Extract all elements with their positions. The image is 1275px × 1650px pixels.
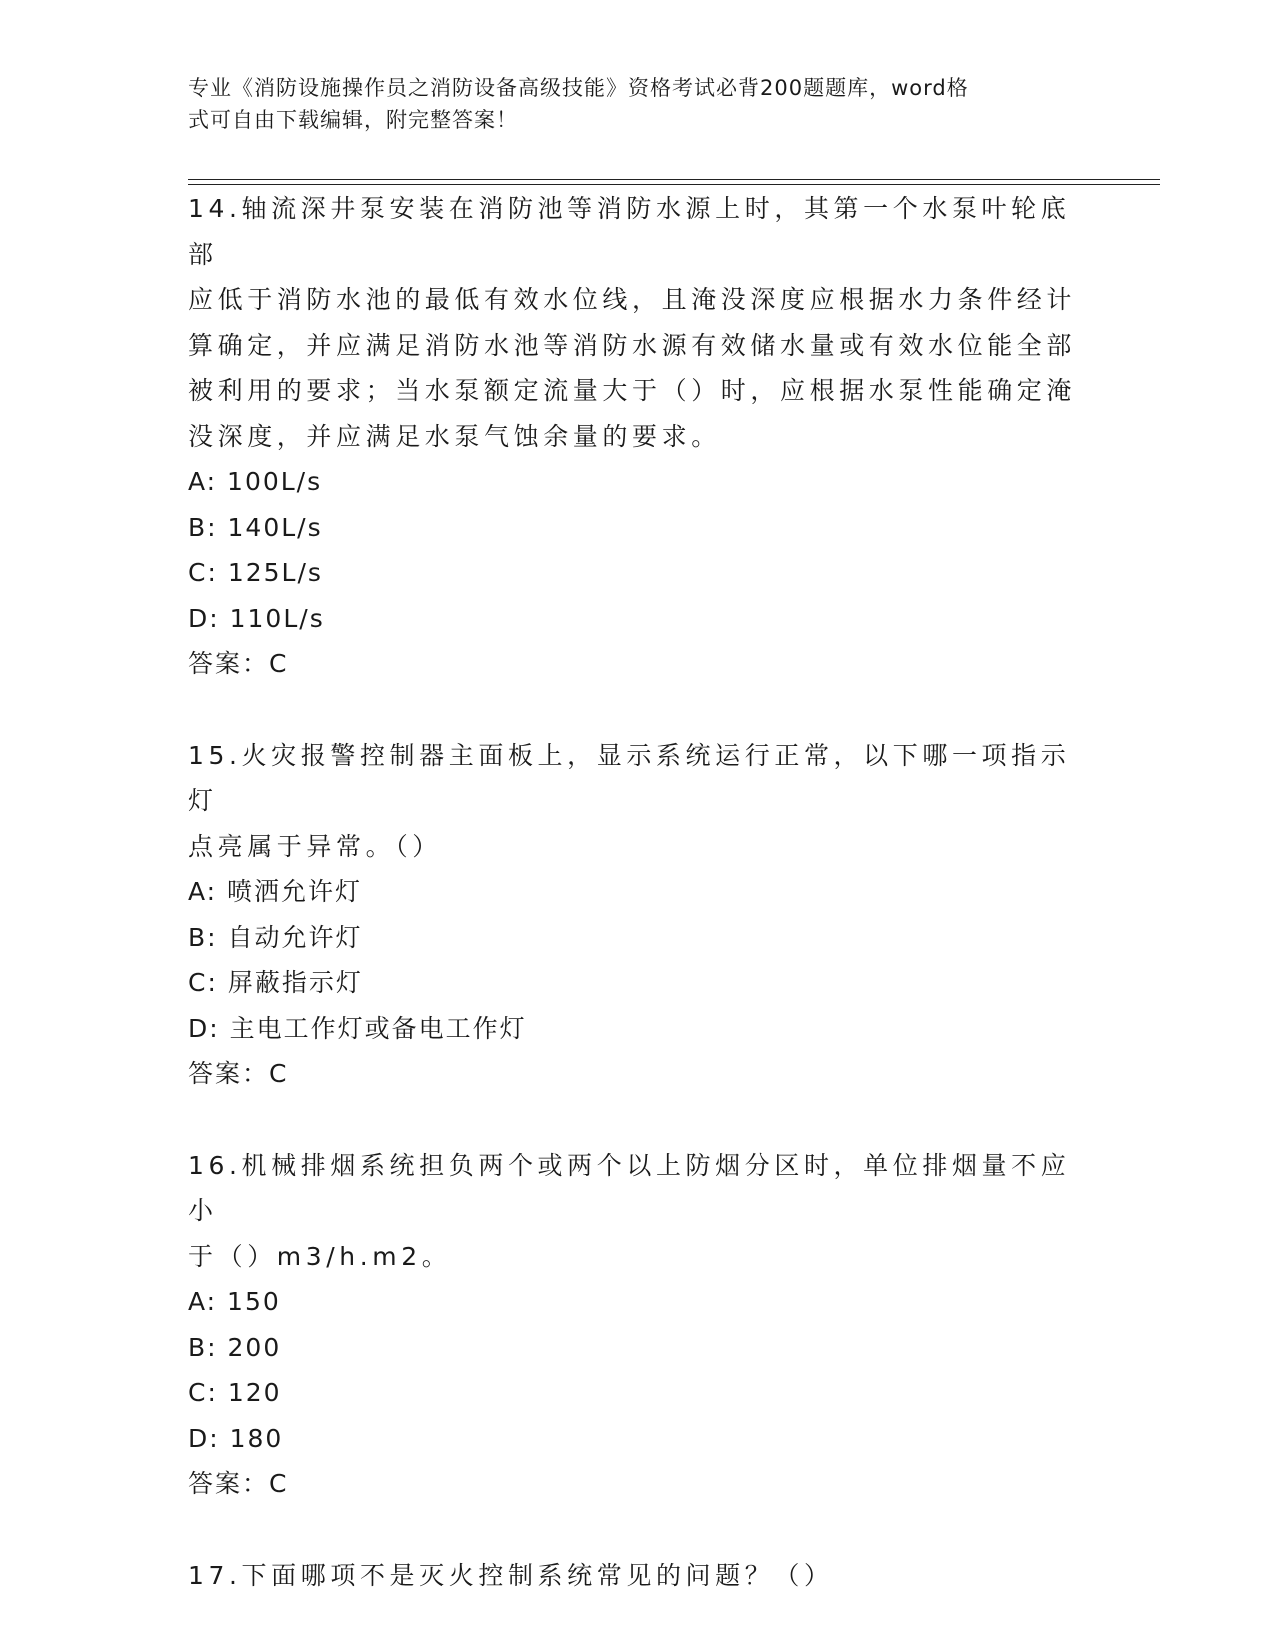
question-text-line: 点亮属于异常。（）	[188, 831, 442, 861]
option-c: C: 屏蔽指示灯	[188, 968, 363, 997]
option-d: D: 主电工作灯或备电工作灯	[188, 1013, 527, 1043]
option-c: C: 120	[188, 1378, 282, 1407]
question-spacer	[188, 1097, 1088, 1143]
header-divider-top	[188, 179, 1160, 180]
answer: 答案：C	[188, 1059, 289, 1088]
question-text-line: 15.火灾报警控制器主面板上，显示系统运行正常，以下哪一项指示灯	[188, 740, 1071, 815]
question-text-line: 14.轴流深井泵安装在消防池等消防水源上时，其第一个水泵叶轮底部	[188, 194, 1071, 269]
question-17	[188, 1553, 1088, 1599]
question-text-line: 算确定，并应满足消防水池等消防水源有效储水量或有效水位能全部	[188, 330, 1077, 360]
option-d: D: 180	[188, 1423, 284, 1453]
document-header	[188, 72, 1068, 136]
question-14	[188, 186, 1088, 687]
answer: 答案：C	[188, 649, 289, 678]
answer: 答案：C	[188, 1469, 289, 1498]
header-line-2: 式可自由下载编辑，附完整答案！	[188, 108, 518, 132]
question-text-line: 17.下面哪项不是灭火控制系统常见的问题？（）	[188, 1560, 834, 1590]
question-spacer	[188, 687, 1088, 733]
option-a: A: 100L/s	[188, 467, 323, 496]
option-b: B: 140L/s	[188, 512, 323, 542]
option-d: D: 110L/s	[188, 603, 325, 633]
question-text-line: 被利用的要求；当水泵额定流量大于（）时，应根据水泵性能确定淹	[188, 376, 1077, 405]
option-b: B: 自动允许灯	[188, 922, 363, 952]
question-15	[188, 733, 1088, 1097]
question-spacer	[188, 1507, 1088, 1553]
question-text-line: 16.机械排烟系统担负两个或两个以上防烟分区时，单位排烟量不应小	[188, 1150, 1071, 1225]
option-a: A: 150	[188, 1287, 281, 1316]
question-text-line: 于（）m3/h.m2。	[188, 1241, 452, 1271]
header-divider-bottom	[188, 184, 1160, 185]
question-text-line: 应低于消防水池的最低有效水位线，且淹没深度应根据水力条件经计	[188, 285, 1077, 314]
question-list	[188, 186, 1088, 1598]
question-text-line: 没深度，并应满足水泵气蚀余量的要求。	[188, 421, 721, 451]
option-b: B: 200	[188, 1332, 282, 1362]
question-16	[188, 1143, 1088, 1507]
header-line-1: 专业《消防设施操作员之消防设备高级技能》资格考试必背200题题库，word格	[188, 76, 969, 100]
option-a: A: 喷洒允许灯	[188, 877, 363, 906]
option-c: C: 125L/s	[188, 558, 323, 587]
